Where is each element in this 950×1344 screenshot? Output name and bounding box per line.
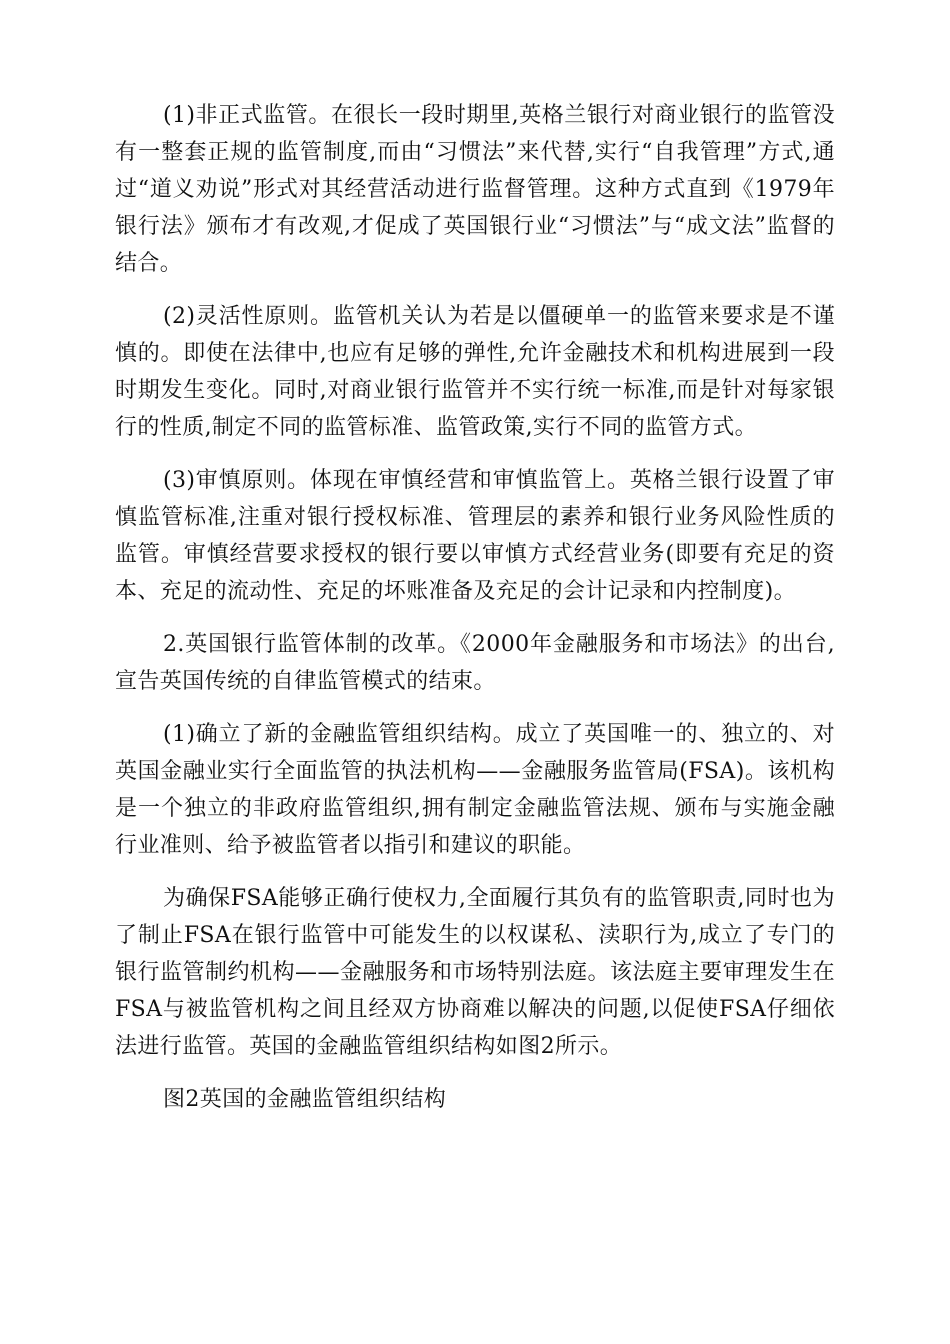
paragraph-prudence-principle: (3)审慎原则。体现在审慎经营和审慎监管上。英格兰银行设置了审慎监管标准,注重对银行授权标准、管理层的素养和银行业务风险性质的监管。审慎经营要求授权的银行要以审慎方式经营业务(即要有充足的资本、充足的流动性、充足的坏账准备及充足的会计记录和内控制度)。 [115,468,835,604]
paragraph-special-tribunal: 为确保FSA能够正确行使权力,全面履行其负有的监管职责,同时也为了制止FSA在银行监管中可能发生的以权谋私、渎职行为,成立了专门的银行监管制约机构——金融服务和市场特别法庭。该法庭主要审理发生在FSA与被监管机构之间且经双方协商难以解决的问题,以促使FSA仔细依法进行监管。英国的金融监管组织结构如图2所示。 [115,886,835,1059]
paragraph-supervision-reform: 2.英国银行监管体制的改革。《2000年金融服务和市场法》的出台,宣告英国传统的自律监管模式的结束。 [115,632,835,694]
paragraph-flexibility-principle: (2)灵活性原则。监管机关认为若是以僵硬单一的监管来要求是不谨慎的。即使在法律中,也应有足够的弹性,允许金融技术和机构进展到一段时期发生变化。同时,对商业银行监管并不实行统一标准,而是针对每家银行的性质,制定不同的监管标准、监管政策,实行不同的监管方式。 [115,304,835,440]
document-body [115,97,835,1134]
figure-caption: 图2英国的金融监管组织结构 [163,1087,447,1112]
paragraph-informal-supervision: (1)非正式监管。在很长一段时期里,英格兰银行对商业银行的监管没有一整套正规的监管制度,而由“习惯法”来代替,实行“自我管理”方式,通过“道义劝说”形式对其经营活动进行监督管理。这种方式直到《1979年银行法》颁布才有改观,才促成了英国银行业“习惯法”与“成文法”监督的结合。 [115,103,835,276]
paragraph-new-organization: (1)确立了新的金融监管组织结构。成立了英国唯一的、独立的、对英国金融业实行全面监管的执法机构——金融服务监管局(FSA)。该机构是一个独立的非政府监管组织,拥有制定金融监管法规、颁布与实施金融行业准则、给予被监管者以指引和建议的职能。 [115,722,835,858]
